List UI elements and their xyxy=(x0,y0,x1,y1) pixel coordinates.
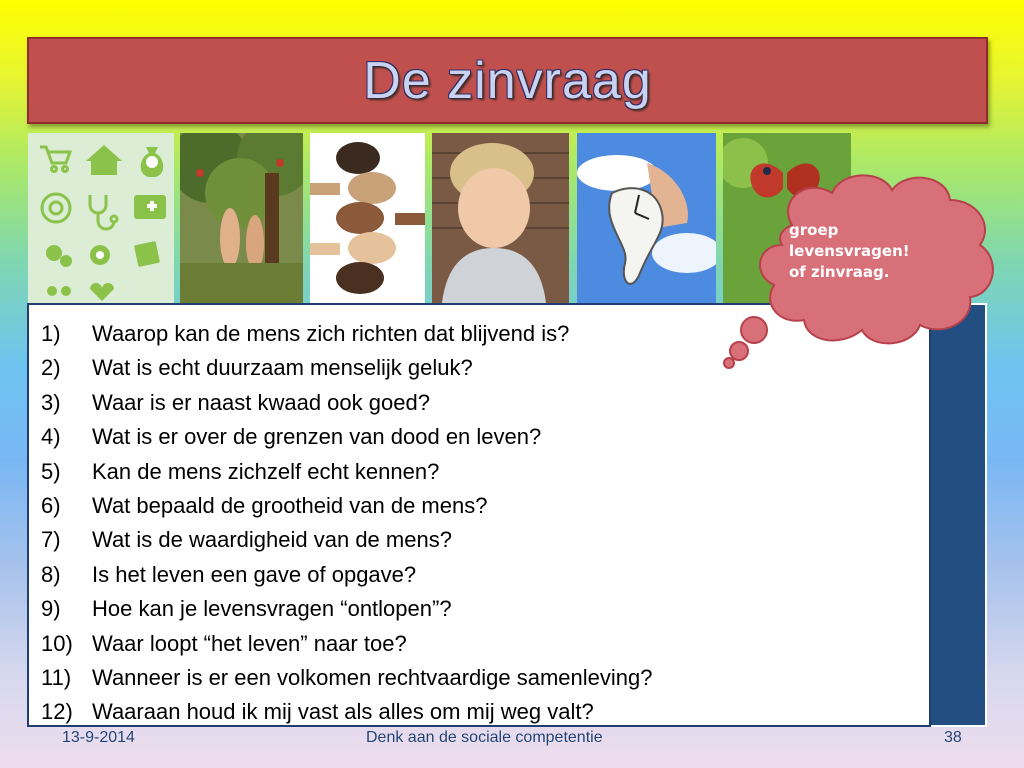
list-item-text: Hoe kan je levensvragen “ontlopen”? xyxy=(92,596,452,622)
list-item-number: 7) xyxy=(41,527,61,553)
list-item-number: 2) xyxy=(41,355,61,381)
list-item-text: Wat is echt duurzaam menselijk geluk? xyxy=(92,355,473,381)
linked-hands-image xyxy=(310,133,425,303)
sad-boy-image xyxy=(432,133,569,303)
life-icons-graphic xyxy=(28,133,174,303)
list-item-number: 6) xyxy=(41,492,61,518)
adam-eve-painting-image xyxy=(180,133,303,303)
list-item xyxy=(41,558,929,592)
page-number: 38 xyxy=(944,729,962,746)
cloud-line-3: of zinvraag. xyxy=(789,263,890,281)
footer-date: 13-9-2014 xyxy=(62,729,135,746)
cloud-text xyxy=(789,220,949,283)
list-item xyxy=(41,661,929,695)
life-icons-image xyxy=(28,133,174,303)
title-bar xyxy=(27,37,988,124)
list-item xyxy=(41,523,929,557)
list-item-number: 9) xyxy=(41,596,61,622)
footer-text: Denk aan de sociale competentie xyxy=(366,729,603,746)
list-item-number: 5) xyxy=(41,458,61,484)
list-item-text: Wat is de waardigheid van de mens? xyxy=(92,527,452,553)
boy-graphic xyxy=(432,133,569,303)
melting-clock-image xyxy=(577,133,716,303)
list-item-number: 11) xyxy=(41,664,72,690)
list-item-text: Waar loopt “het leven” naar toe? xyxy=(92,630,407,656)
list-item xyxy=(41,592,929,626)
cloud-line-2: levensvragen! xyxy=(789,242,910,260)
list-item-text: Kan de mens zichzelf echt kennen? xyxy=(92,458,440,484)
list-item-text: Is het leven een gave of opgave? xyxy=(92,561,417,587)
list-item-text: Wanneer is er een volkomen rechtvaardige samenleving? xyxy=(92,664,653,690)
clock-graphic xyxy=(577,133,716,303)
list-item-text: Waaraan houd ik mij vast als alles om mij weg valt? xyxy=(92,699,594,725)
list-item xyxy=(41,627,929,661)
garden-graphic xyxy=(180,133,303,303)
list-item-number: 10) xyxy=(41,630,73,656)
list-item-number: 12) xyxy=(41,699,73,725)
list-item xyxy=(41,420,929,454)
list-item-text: Waarop kan de mens zich richten dat blijvend is? xyxy=(92,321,570,346)
list-item-number: 8) xyxy=(41,561,61,587)
list-item-text: Wat is er over de grenzen van dood en leven? xyxy=(92,424,542,450)
hands-graphic xyxy=(310,133,425,303)
list-item-number: 1) xyxy=(41,321,61,346)
list-item xyxy=(41,455,929,489)
list-item xyxy=(41,489,929,523)
list-item-text: Waar is er naast kwaad ook goed? xyxy=(92,389,430,415)
list-item xyxy=(41,386,929,420)
list-item xyxy=(41,695,929,729)
slide-title: De zinvraag xyxy=(363,51,652,110)
list-item-number: 4) xyxy=(41,424,61,450)
cloud-line-1: groep xyxy=(789,221,839,239)
list-item-number: 3) xyxy=(41,389,61,415)
list-item-text: Wat bepaald de grootheid van de mens? xyxy=(92,492,488,518)
